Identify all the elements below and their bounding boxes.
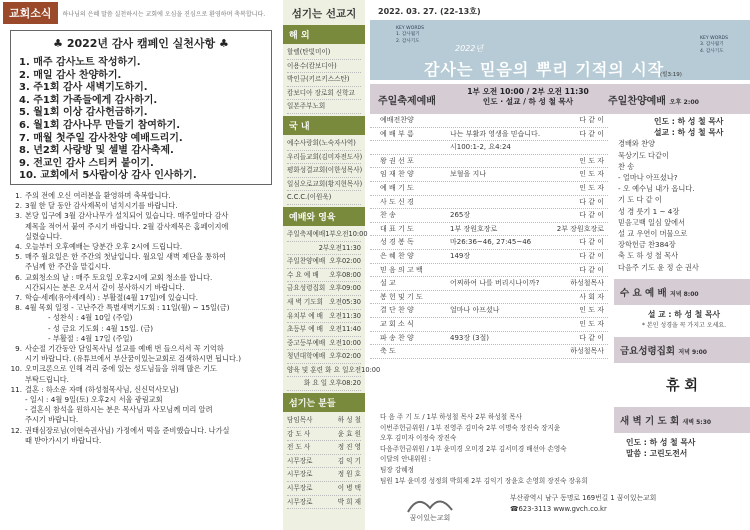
order-leader: 인 도 자 [579,319,604,328]
notice-number: 2. [15,201,22,211]
notices [0,185,282,446]
next-week-line: 이달의 안내위원 : [380,455,432,464]
servant-row [287,414,361,428]
worship-name: 양육 및 훈련 화 요 일 [287,365,349,374]
worship-row [287,350,361,364]
campaign-title: ♣ 2022년 감사 캠페인 실천사항 ♣ [53,37,229,50]
overseas-list [283,44,365,116]
order-row [370,318,608,332]
order-leader: 사 회 자 [579,292,604,301]
order-item: 축 도 [380,347,396,356]
order-item: 은 혜 찬 양 [380,251,414,260]
worship-header: 예배와 영육 [283,207,365,226]
mission-item: 평화성결교회(이한성목사) [287,164,361,178]
notice-text: 매주 월요일은 한 주간의 첫날입니다. 월요일 새벽 제단을 통하여 [25,252,227,262]
campaign-item: 4. 주1회 가족들에게 감사하기. [19,94,158,106]
worship-row [287,310,361,324]
news-header [0,0,282,26]
servant-row [287,482,361,496]
order-content: 어찌하여 나를 버리시나이까? [450,279,540,288]
praise-item: 찬 송 [618,161,635,171]
campaign-item: 6. 월1회 감사나무 만들기 참여하기. [19,119,181,131]
worship-name: 수 요 예 배 [287,270,319,279]
campaign-item: 1. 매주 감사노트 작성하기. [19,57,141,68]
worship-row [287,337,361,351]
praise-item: 묵상기도 다같이 [618,150,669,160]
order-leader: 다 같 이 [579,251,604,260]
order-leader: 인 도 자 [579,183,604,192]
servant-name: 이 병 택 [337,484,361,493]
keywords-left: KEY WORDS 1. 감사월기 2. 감사기도 [396,26,424,44]
worship-name: 청년대학예배 [287,352,326,361]
order-item: 예배전찬양 [380,116,414,124]
order-row [370,250,608,264]
news-tag: 교회소식 [3,2,58,24]
order-leader: 다 같 이 [579,333,604,342]
notice-number [8,354,22,364]
order-row [370,155,608,169]
order-item: 왕 권 선 포 [380,156,414,165]
servant-name: 하 성 철 [337,416,361,425]
notice-number [8,436,22,446]
notice-line [8,273,274,283]
praise-item: 믿음고백 일심 앞에서 [618,217,686,227]
dawn-lead: 인도 : 하 성 철 목사 [626,438,696,448]
campaign-item: 5. 월1회 이상 감사헌금하기. [19,107,148,119]
servant-name: 정 진 영 [337,443,361,452]
campaign-item: 9. 전교인 감사 스티커 붙이기. [19,157,154,169]
worship-name: 새 벽 기도회 [287,297,324,306]
service-header [370,84,750,114]
worship-row [287,296,361,310]
notice-number [8,405,22,415]
notice-line [8,415,274,425]
order-row [370,264,608,278]
order-item: 설 교 [380,279,396,288]
notice-line [8,242,274,252]
praise-preacher: 설교 : 하 성 철 목사 [654,128,724,138]
order-item: 예 배 기 도 [380,183,414,192]
order-leader: 다 같 이 [579,129,604,138]
worship-time: 오후02:00 [329,257,361,266]
notice-number [8,313,22,323]
order-leader: 하성철목사 [570,347,604,356]
news-subtitle: 하나님의 은혜 말씀 실천하시는 교회에 오심을 진심으로 환영하며 축복합니다. [62,10,266,18]
theme-banner [370,20,750,80]
notice-text: 오미크론으로 인해 격리 중에 있는 성도님들을 위해 많은 기도 [25,364,217,374]
notice-number [8,324,22,334]
servant-row [287,468,361,482]
side-services [614,114,750,460]
notice-number: 5. [15,252,22,262]
worship-time: 오후09:00 [329,284,361,293]
servant-role: 시무장로 [287,456,313,465]
notice-text: 4월 목회 일정 - 고난주간 특별새벽기도회 : 11일(월) ~ 15일(금) [25,303,230,313]
order-row [370,223,608,237]
mission-item: 예수사랑회(노숙자사역) [287,137,361,151]
notice-line [8,405,274,415]
notice-line [8,344,274,354]
svg-text:꿈이있는교회: 꿈이있는교회 [409,514,451,522]
order-leader: 다 같 이 [579,238,604,247]
notice-text: 부탁드립니다. [25,374,69,384]
order-column [370,0,750,530]
order-item: 대 표 기 도 [380,224,414,233]
notice-text: 본당 입구에 3월 감사나무가 설치되어 있습니다. 매주일마다 감사 [25,211,229,221]
notice-number [8,283,22,293]
servant-name: 김 익 기 [337,456,361,465]
praise-order [614,138,750,272]
worship-time: 오전11:30 [329,311,361,320]
worship-row [287,228,368,242]
next-week-line: 팀원 1부 윤미경 성정희 박희재 2부 김익기 장윤호 손영희 장진숙 장유희 [380,476,588,485]
worship-row [287,377,361,391]
notice-text: 교회청소의 날 : 매주 토요일 오후2시에 교회 청소를 합니다. [25,272,213,282]
order-content: 나는 부활과 영생을 믿습니다. [450,129,541,138]
campaign-item: 3. 주1회 감사 새벽기도하기. [19,82,148,94]
servant-role: 시무장로 [287,484,313,493]
domestic-list [283,135,365,207]
notice-text: 오늘부터 오후예배는 당분간 오후 2시에 드립니다. [25,242,183,252]
church-address: 부산광역시 남구 동명로 169번길 1 꿈이있는교회 ☎623-3113 www.gvch.co.kr [510,494,657,513]
notice-number [8,262,22,272]
notice-text: 권태심장로님(이현숙권사님) 가정에서 떡을 준비했습니다. 나가실 [25,425,230,435]
notice-number: 10. [10,364,22,374]
notice-text: 3월 한 달 동안 감사제목이 넘치시기를 바랍니다. [25,201,178,211]
notice-number: 1. [15,191,22,200]
order-content: 149장 [450,251,471,260]
notice-line [8,313,274,323]
servant-name: 정 원 호 [337,470,361,479]
domestic-header: 국 내 [283,116,365,135]
mission-item: 일본주부노회 [287,100,361,114]
mission-item: 일심오로교회(황지현목사) [287,178,361,192]
praise-item: 성 경 룻기 1 ~ 4장 [618,206,680,216]
notice-number [8,395,22,405]
servant-row [287,428,361,442]
praise-lead: 인도 : 하 성 철 목사 [654,117,724,126]
order-content: 시100:1-2, 요4:24 [450,143,511,152]
order-leader: 다 같 이 [579,197,604,206]
notice-line [8,211,274,221]
notice-text: 실렸습니다. [25,231,63,241]
theme-ref: (빌3:19) [660,72,682,78]
worship-time: 2부오전11:30 [318,243,361,252]
order-row [370,196,608,210]
notice-text: 주님께 한 주간을 맡깁시다. [25,262,111,272]
order-row [370,291,608,305]
servants-list [283,412,365,511]
worship-time: 화 요 일 오후08:20 [303,379,361,388]
notice-line [8,283,274,293]
mission-item: 이용수(캄보디아) [287,60,361,74]
order-leader: 하성철목사 [570,279,604,288]
order-item: 임 재 찬 양 [380,170,414,179]
next-week-info [370,412,608,486]
notice-line [8,293,274,303]
order-content: 마26:36~46, 27:45~46 [450,238,532,247]
servant-role: 담임목사 [287,416,313,425]
dawn-word: 말씀 : 고린도전서 [626,449,688,459]
notice-line [8,324,274,334]
notice-text: 제목을 적어서 붙여 주시기 바랍니다. 2월 감사제목은 홈페이지에 [25,221,229,231]
mission-item: 박인규(키르키스스탄) [287,73,361,87]
theme-title: 감사는 믿음의 뿌리 기적의 시작 [424,60,665,79]
order-row [370,332,608,346]
notice-line [8,334,274,344]
servant-name: 박 희 재 [337,497,361,506]
worship-time: 오전11:40 [329,325,361,334]
notice-line [8,395,274,405]
order-row [370,277,608,291]
praise-worship-title: 주일찬양예배 오후 2:00 [608,96,699,107]
worship-time: 오전05:30 [329,297,361,306]
worship-name: 중고등부예배 [287,338,326,347]
worship-time: 오후08:00 [329,270,361,279]
notice-number: 8. [15,303,22,313]
order-item: 예 배 부 름 [380,129,414,138]
order-item: 찬 송 [380,211,396,220]
order-content: 1부 장원호장로 [450,224,498,233]
campaign-item: 2. 매일 감사 찬양하기. [19,69,122,81]
order-item: 결 단 찬 양 [380,306,414,315]
keywords-right: KEY WORDS 3. 감사월기 4. 감사기도 [700,36,728,54]
notice-line [8,252,274,262]
sunday-worship-title: 주일축제예배 [378,96,436,107]
wednesday-preacher: 설 교 : 하 성 철 목사 [647,309,721,319]
issue-date: 2022. 03. 27. (22-13호) [378,7,481,16]
notice-number: 4. [15,242,22,252]
year-label: 2022년 [455,44,484,53]
mission-item: C.C.C.(이원욱) [287,191,361,205]
order-leader: 인 도 자 [579,306,604,315]
servant-row [287,441,361,455]
order-row [370,304,608,318]
notice-text: 사순절 기간동안 담임목사님 설교를 예배 번 들으셔서 꼭 기억하 [25,344,224,354]
mission-item: 캄보디아 장로회 신학교 [287,87,361,101]
praise-item: 장학헌금 찬384장 [618,240,676,250]
order-row [370,209,608,223]
notice-number [8,375,22,385]
sunday-worship-info: 1부 오전 10:00 / 2부 오전 11:30 인도 · 설교 / 하 성 철 목사 [467,87,589,107]
praise-item: - 얼마나 아프셨나? [618,173,678,183]
praise-item: 축 도 하 성 철 목사 [618,251,679,261]
notice-number: 3. [15,211,22,221]
notice-number: 9. [15,344,22,354]
notice-text: - 성 금요 기도회 : 4월 15일. (금) [48,323,154,333]
servants-header: 섬기는 분들 [283,393,365,412]
praise-item: 기 도 다 같 이 [618,195,662,205]
mission-item: 할렐(탄빛미이) [287,46,361,60]
order-item: 사 도 신 경 [380,197,414,206]
notice-text: - 성찬식 : 4월 10일 (주일) [48,313,133,323]
worship-time: 오후02:00 [329,352,361,361]
notice-number [8,222,22,232]
friday-title: 금요성령집회 저녁 9:00 [614,337,750,363]
notice-number [8,415,22,425]
worship-time: 오전10:00 [329,338,361,347]
order-item: 교 회 소 식 [380,319,414,328]
order-leader: 다 같 이 [579,265,604,274]
order-content: 265장 [450,211,471,220]
praise-item: - 오 예수님 내가 옵니다. [618,184,695,194]
order-content: 493장 (3절) [450,333,490,342]
campaign-item: 8. 년2회 사랑방 및 셀별 감사축제. [19,145,174,157]
mission-item: 우리들교회(김미자전도사) [287,151,361,165]
notice-line [8,232,274,242]
worship-name: 주일축제예배 [287,229,326,238]
praise-item: 다음주 기도 윤 정 순 권사 [618,262,699,272]
servant-role: 시무장로 [287,470,313,479]
worship-row [287,269,361,283]
notice-number: 12. [10,425,22,435]
wednesday-note: * 본인 성경을 꼭 가지고 오세요. [642,322,726,330]
order-leader: 다 같 이 [579,211,604,220]
notice-line [8,191,274,201]
worship-time: 1부오전10:00 [325,229,368,238]
notice-line [8,222,274,232]
praise-item: 경배와 찬양 [618,139,656,149]
order-leader: 2부 장원호장로 [556,224,604,233]
praise-item: 설 교 우연이 머물으로 [618,229,688,239]
notice-text: - 결혼식 참석을 원하시는 분은 목사님과 사모님께 미리 알려 [25,405,213,415]
worship-schedule [283,226,381,393]
order-leader: 인 도 자 [579,170,604,179]
order-row [370,141,608,155]
worship-row [287,242,361,256]
notice-line [8,364,274,374]
campaign-item: 10. 교회에서 5사람이상 감사 인사하기. [19,170,197,182]
order-row [370,236,608,250]
notice-line [8,354,274,364]
worship-row [287,255,361,269]
notice-text: 주시기 바랍니다. [25,415,79,425]
notice-text: - 부활절 : 4월 17일 (주일) [48,333,133,343]
friday-rest: 휴 회 [666,378,698,395]
servant-role: 시무장로 [287,497,313,506]
worship-time: 오전10:00 [348,365,381,374]
notice-line [8,436,274,446]
mission-title: 섬기는 선교지 [291,8,357,20]
order-row [370,168,608,182]
notice-line [8,262,274,272]
next-week-line: 팀장 강혜정 [380,465,414,474]
notice-number [8,334,22,344]
worship-name: 주일찬양예배 [287,257,326,266]
worship-row [287,282,361,296]
order-row [370,345,608,359]
next-week-line: 다 음 주 기 도 / 1부 하성철 목사 2부 하성철 목사 [380,413,522,421]
notice-text: 결혼 : 하소운 자매 (하성철목사님, 신신덕사모님) [25,384,179,394]
notice-line [8,201,274,211]
servant-role: 전 도 사 [287,443,311,452]
notice-text: 학습·세례(유아세례식) : 부활절(4월 17일)에 있습니다. [25,293,198,303]
notice-number: 11. [10,384,22,394]
order-item: 믿 음 의 고 백 [380,265,423,274]
church-logo [400,490,460,522]
worship-name: 유치부 예 배 [287,311,324,320]
order-item: 봉 헌 및 기 도 [380,292,423,301]
servant-row [287,455,361,469]
dawn-title: 새 벽 기 도 회 새벽 5:30 [614,407,750,433]
order-of-worship [370,114,608,359]
wednesday-title: 수 요 예 배 저녁 8:00 [614,279,750,305]
notice-line [8,303,274,313]
order-leader: 인 도 자 [579,156,604,165]
servant-name: 윤 효 원 [337,429,361,438]
campaign-box [10,30,272,185]
next-week-line: 다음주헌금위원 / 1부 윤미경 오미경 2부 김서미경 배선아 손영숙 [380,444,567,453]
campaign-item: 7. 매월 첫주일 감사찬양 예배드리기. [19,132,183,144]
servant-role: 강 도 사 [287,429,311,438]
notice-text: 때 받아가시기 바랍니다. [25,435,102,445]
overseas-header: 해 외 [283,25,365,44]
notice-line [8,375,274,385]
order-content: 보혈을 지나 [450,170,487,179]
notice-number: 6. [15,272,22,282]
order-item: 파 송 찬 양 [380,333,414,342]
notice-text: 주의 전에 오신 여러분을 환영하며 축복합니다. [25,191,171,200]
campaign-list [19,57,263,183]
order-content: 얼마나 아프셨나 [450,306,500,315]
servant-row [287,496,361,510]
worship-name: 금요성령집회 [287,284,326,293]
notice-line [8,426,274,436]
order-row [370,128,608,142]
order-leader: 다 같 이 [579,116,604,124]
next-week-line: 이번주헌금위원 / 1부 진영주 김미숙 2부 이명숙 장진숙 장지윤 [380,423,561,432]
news-column [0,0,282,530]
notice-text: - 일시 : 4월 9일(토) 오후2시 서울 광림교회 [25,395,163,405]
next-week-line: 오후 김미자 이정숙 장진숙 [380,434,457,443]
order-item: 성 경 봉 독 [380,238,414,247]
notice-number [8,232,22,242]
worship-row [287,364,381,378]
notice-line [8,385,274,395]
worship-name: 초등부 예 배 [287,325,324,334]
notice-text: 시기 바랍니다. (유튜브에서 부산꿈이있는교회로 검색하시면 됩니다.) [25,354,242,364]
order-row [370,114,608,128]
mission-column [283,0,381,530]
notice-text: 시간되시는 분은 오셔서 같이 봉사하시기 바랍니다. [25,282,185,292]
order-row [370,182,608,196]
worship-row [287,323,361,337]
notice-number: 7. [15,293,22,303]
